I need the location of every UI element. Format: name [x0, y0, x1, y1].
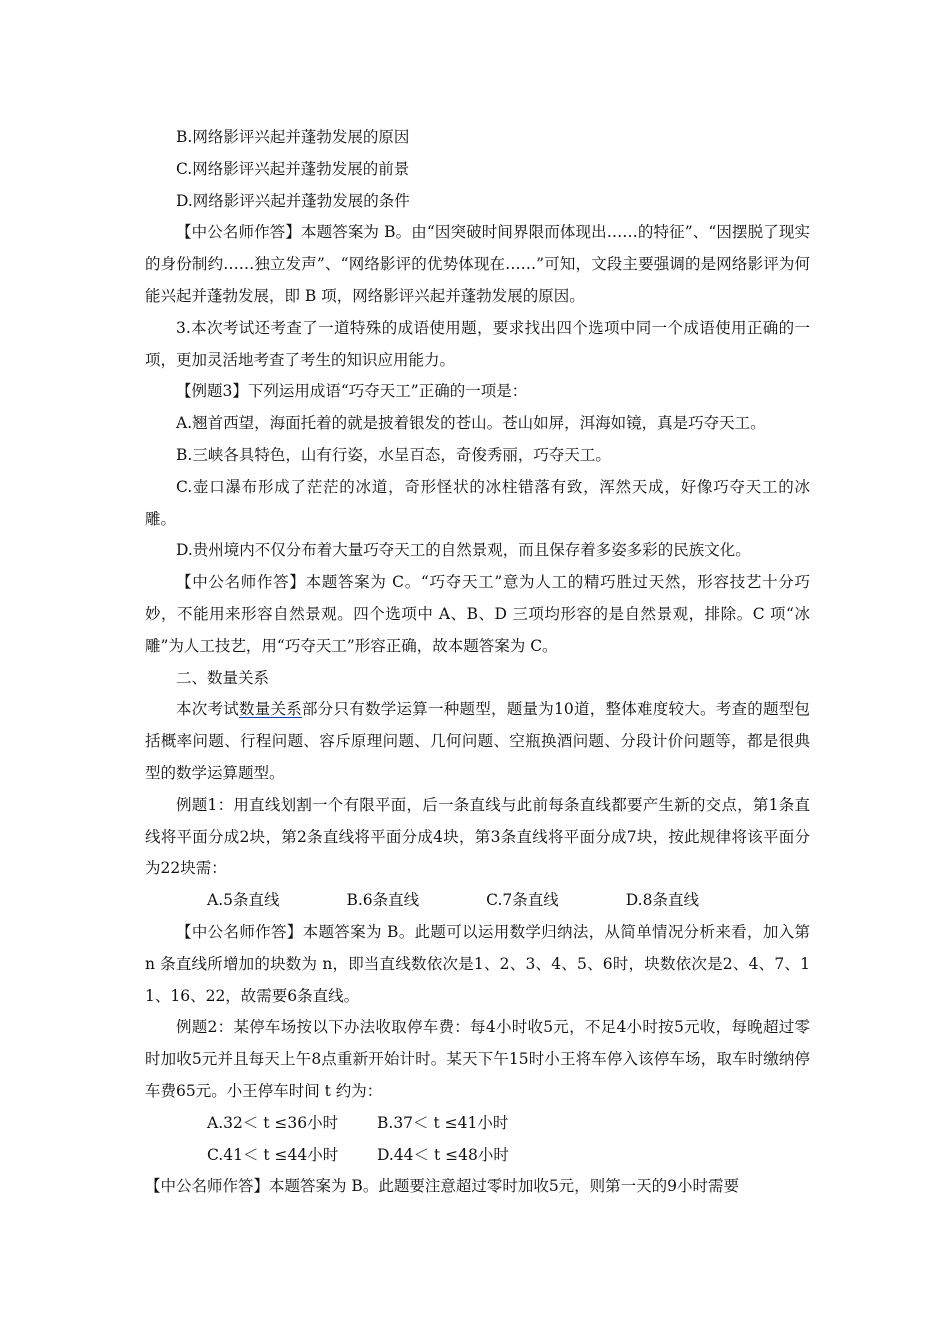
option-b: B.网络影评兴起并蓬勃发展的原因 — [176, 128, 410, 146]
question-1-option-b: B.6条直线 — [346, 891, 420, 910]
option-d: D.网络影评兴起并蓬勃发展的条件 — [176, 191, 410, 210]
question-2: 例题2：某停车场按以下办法收取停车费：每4小时收5元，不足4小时按5元收，每晚超过零时加收5元并且每天上午8点重新开始计时。某天下午15时小王将车停入该停车场，取车时缴纳停车费65元。小王停车时间 t 约为： — [145, 1018, 810, 1100]
example-3-option-b: B.三峡各具特色，山有行姿，水呈百态，奇俊秀丽，巧夺天工。 — [176, 445, 611, 464]
question-1: 例题1：用直线划割一个有限平面，后一条直线与此前每条直线都要产生新的交点，第1条直线将平面分成2块，第2条直线将平面分成4块，第3条直线将平面分成7块，按此规律将该平面分为22块需： — [145, 795, 810, 878]
quantity-relation-link[interactable]: 数量关系 — [239, 700, 302, 719]
intro-paragraph-quantity — [145, 694, 810, 789]
section-heading-quantity: 二、数量关系 — [176, 668, 270, 687]
example-3-option-c: C.壶口瀑布形成了茫茫的冰道，奇形怪状的冰柱错落有致，浑然天成，好像巧夺天工的冰雕。 — [145, 477, 810, 528]
answer-paragraph-1: 【中公名师作答】本题答案为 B。由“因突破时间界限而体现出……的特征”、“因摆脱了现实的身份制约……独立发声”、“网络影评的优势体现在……”可知，文段主要强调的是网络影评为何能兴起并蓬勃发展，即 B 项，网络影评兴起并蓬勃发展的原因。 — [145, 223, 810, 305]
question-1-options — [145, 885, 810, 917]
answer-paragraph-3: 【中公名师作答】本题答案为 C。“巧夺天工”意为人工的精巧胜过天然，形容技艺十分巧妙，不能用来形容自然景观。四个选项中 A、B、D 三项均形容的是自然景观，排除。C 项“冰雕”为人工技艺，用“巧夺天工”形容正确，故本题答案为 C。 — [145, 573, 810, 655]
intro-paragraph-3: 3.本次考试还考查了一道特殊的成语使用题，要求找出四个选项中同一个成语使用正确的一项，更加灵活地考查了考生的知识应用能力。 — [145, 318, 810, 369]
question-1-option-d: D.8条直线 — [625, 891, 699, 910]
question-2-option-c: C.41＜ t ≤44小时 — [207, 1145, 339, 1164]
answer-question-1: 【中公名师作答】本题答案为 B。此题可以运用数学归纳法，从简单情况分析来看，加入第 n 条直线所增加的块数为 n，即当直线数依次是1、2、3、4、5、6时，块数依次是2、4、7、11、16、22，故需要6条直线。 — [145, 922, 810, 1005]
intro-quant-suffix: 部分只有数学运算一种题型，题量为10道，整体难度较大。考查的题型包括概率问题、行程问题、容斥原理问题、几何问题、空瓶换酒问题、分段计价问题等，都是很典型的数学运算题型。 — [145, 700, 810, 782]
answer-question-2-start: 【中公名师作答】本题答案为 B。此题要注意超过零时加收5元，则第一天的9小时需要 — [145, 1177, 740, 1196]
question-2-option-a: A.32＜ t ≤36小时 — [207, 1113, 339, 1132]
intro-quant-prefix: 本次考试 — [176, 700, 239, 719]
example-3-option-d: D.贵州境内不仅分布着大量巧夺天工的自然景观，而且保存着多姿多彩的民族文化。 — [176, 541, 751, 560]
question-1-option-c: C.7条直线 — [486, 891, 559, 910]
question-2-options-row-1 — [145, 1108, 810, 1140]
option-c: C.网络影评兴起并蓬勃发展的前景 — [176, 159, 410, 178]
question-1-option-a: A.5条直线 — [207, 891, 280, 910]
document-body — [145, 122, 810, 1203]
example-3-option-a: A.翘首西望，海面托着的就是披着银发的苍山。苍山如屏，洱海如镜，真是巧夺天工。 — [176, 414, 766, 433]
question-2-option-b: B.37＜ t ≤41小时 — [377, 1113, 509, 1132]
example-3-heading: 【例题3】下列运用成语“巧夺天工”正确的一项是： — [176, 382, 528, 401]
question-2-option-d: D.44＜ t ≤48小时 — [377, 1145, 509, 1164]
question-2-options-row-2 — [145, 1140, 810, 1172]
